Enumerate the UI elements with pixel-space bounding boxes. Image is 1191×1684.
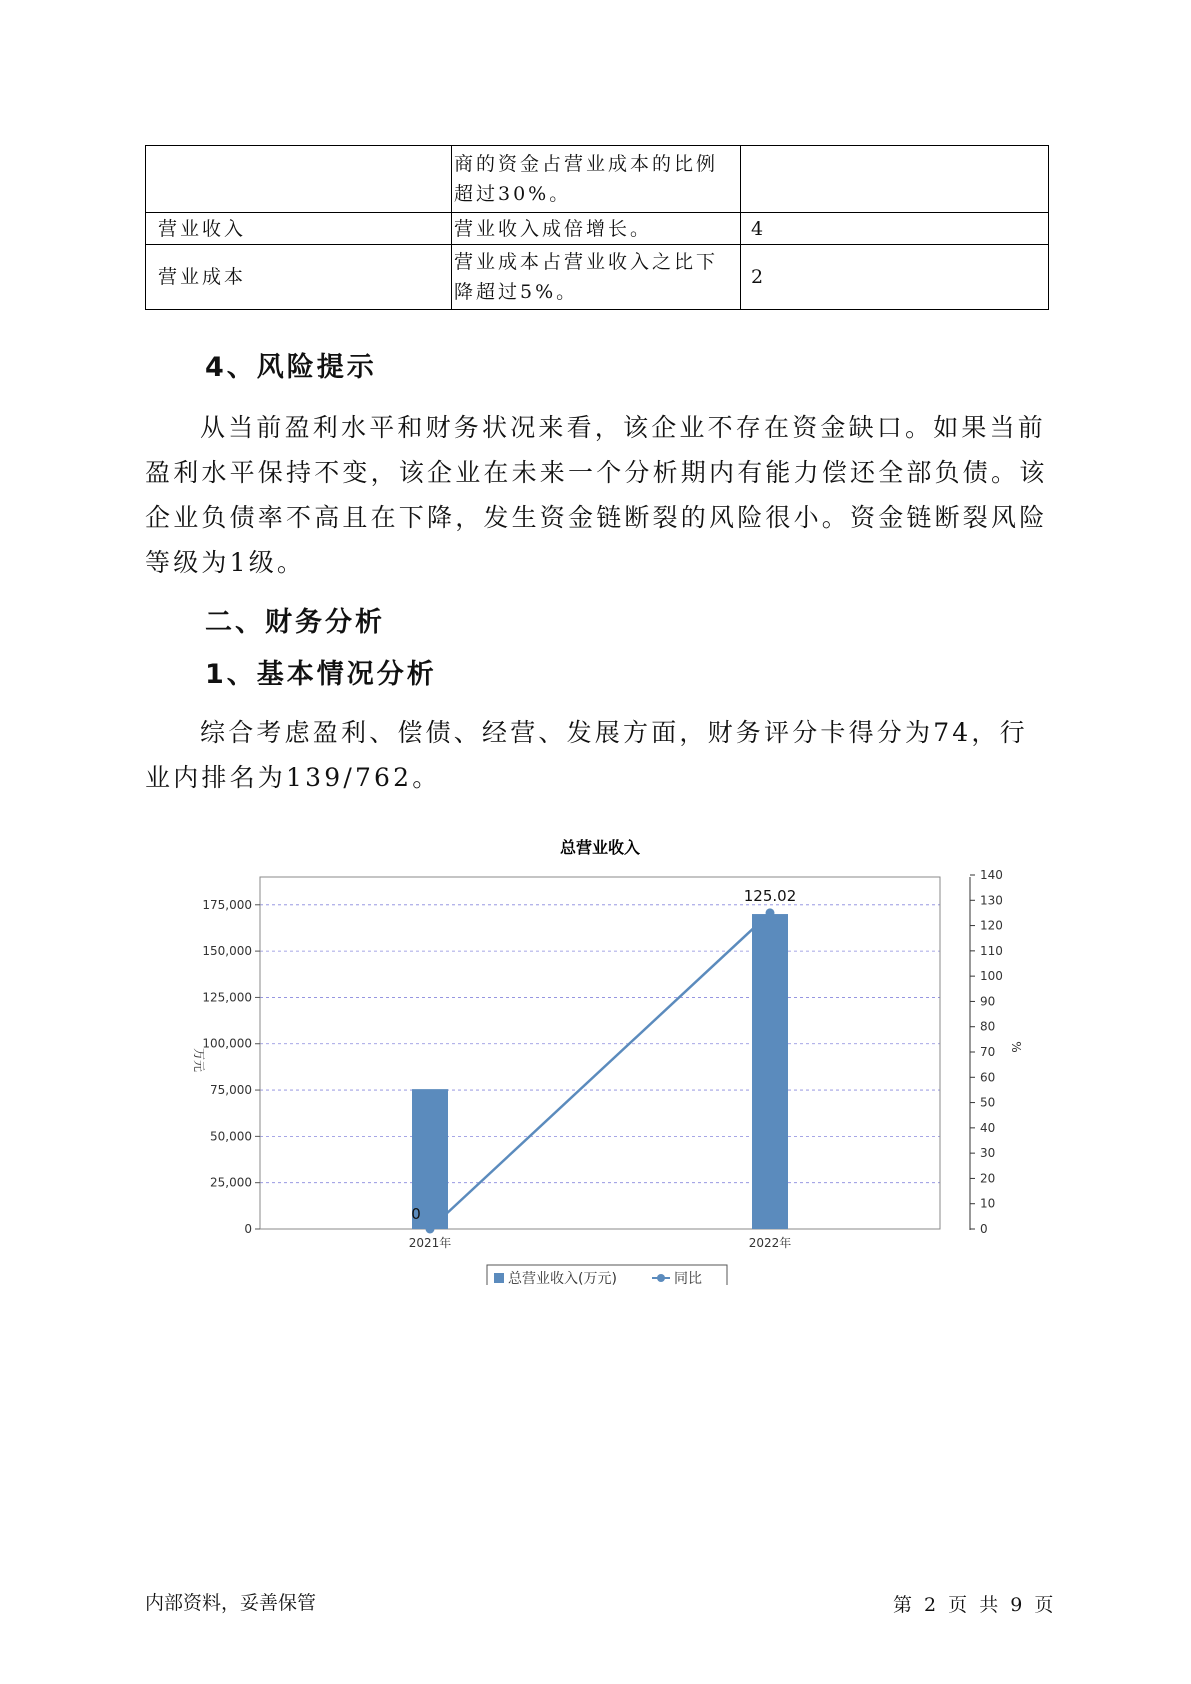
right-axis-title: % <box>1009 1041 1023 1053</box>
legend-bar-label: 总营业收入(万元) <box>508 1271 617 1285</box>
y-tick-label: 175,000 <box>202 897 252 912</box>
y-tick-label: 0 <box>244 1222 252 1236</box>
y-tick-label: 25,000 <box>210 1175 252 1190</box>
table-row <box>146 213 1049 245</box>
table-cell <box>146 146 452 213</box>
line-series <box>411 887 796 1234</box>
table-cell: 营业成本 <box>146 245 452 310</box>
table-cell: 2 <box>741 245 1049 310</box>
x-axis <box>409 1235 792 1250</box>
risk-heading: 4、风险提示 <box>205 352 377 383</box>
table-row <box>146 245 1049 310</box>
y-tick-label: 125,000 <box>202 990 252 1005</box>
chart-legend <box>487 1265 727 1285</box>
chart-title: 总营业收入 <box>559 838 641 857</box>
y-tick-label: 50,000 <box>210 1129 252 1144</box>
y-tick-label: 75,000 <box>210 1083 252 1098</box>
y2-tick-label: 40 <box>980 1120 996 1135</box>
y2-tick-label: 50 <box>980 1095 996 1110</box>
y-tick-label: 150,000 <box>202 944 252 959</box>
chart-grid <box>260 905 940 1183</box>
basic-analysis-paragraph: 综合考虑盈利、偿债、经营、发展方面，财务评分卡得分为74，行业内排名为139/762。 <box>145 718 1028 792</box>
legend-line-label: 同比 <box>674 1271 702 1285</box>
legend-line-marker <box>657 1274 665 1282</box>
plot-frame <box>260 877 940 1229</box>
y2-tick-label: 10 <box>980 1196 996 1211</box>
right-axis <box>970 868 1003 1236</box>
y2-tick-label: 120 <box>980 918 1003 933</box>
left-axis <box>202 898 260 1236</box>
footer-note: 内部资料，妥善保管 <box>145 1592 317 1614</box>
left-axis-title: 万元 <box>192 1047 206 1073</box>
bar <box>752 914 788 1229</box>
table-cell: 4 <box>741 213 1049 245</box>
y2-tick-label: 20 <box>980 1171 996 1186</box>
y2-tick-label: 90 <box>980 994 996 1009</box>
y2-tick-label: 110 <box>980 943 1003 958</box>
y2-tick-label: 100 <box>980 969 1003 984</box>
table-cell <box>741 146 1049 213</box>
table-cell: 营业收入成倍增长。 <box>452 213 741 245</box>
legend-bar-swatch <box>494 1273 504 1283</box>
table-cell: 营业成本占营业收入之比下降超过5%。 <box>452 245 741 310</box>
basic-analysis-heading: 1、基本情况分析 <box>205 659 437 690</box>
table-row <box>146 146 1049 213</box>
revenue-chart <box>170 825 1030 1285</box>
data-label: 0 <box>411 1205 421 1223</box>
x-tick-label: 2022年 <box>748 1236 792 1250</box>
y2-tick-label: 80 <box>980 1019 996 1034</box>
yoy-line <box>430 913 770 1229</box>
y2-tick-label: 70 <box>980 1045 996 1059</box>
page-number: 第 2 页 共 9 页 <box>893 1594 1054 1616</box>
y2-tick-label: 140 <box>980 868 1003 882</box>
y2-tick-label: 60 <box>980 1070 996 1085</box>
table-cell: 营业收入 <box>146 213 452 245</box>
risk-paragraph: 从当前盈利水平和财务状况来看，该企业不存在资金缺口。如果当前盈利水平保持不变，该企业在未来一个分析期内有能力偿还全部负债。该企业负债率不高且在下降，发生资金链断裂的风险很小。资金链断裂风险等级为1级。 <box>145 413 1048 577</box>
financial-analysis-heading: 二、财务分析 <box>205 607 385 638</box>
y2-tick-label: 130 <box>980 893 1003 908</box>
rules-table <box>145 145 1049 310</box>
y2-tick-label: 30 <box>980 1146 996 1161</box>
table-cell: 商的资金占营业成本的比例超过30%。 <box>452 146 741 213</box>
yoy-point <box>426 1225 435 1234</box>
data-label: 125.02 <box>743 886 797 905</box>
yoy-point <box>766 908 775 917</box>
y-tick-label: 100,000 <box>202 1036 252 1051</box>
x-tick-label: 2021年 <box>408 1236 452 1250</box>
y2-tick-label: 0 <box>980 1222 988 1236</box>
